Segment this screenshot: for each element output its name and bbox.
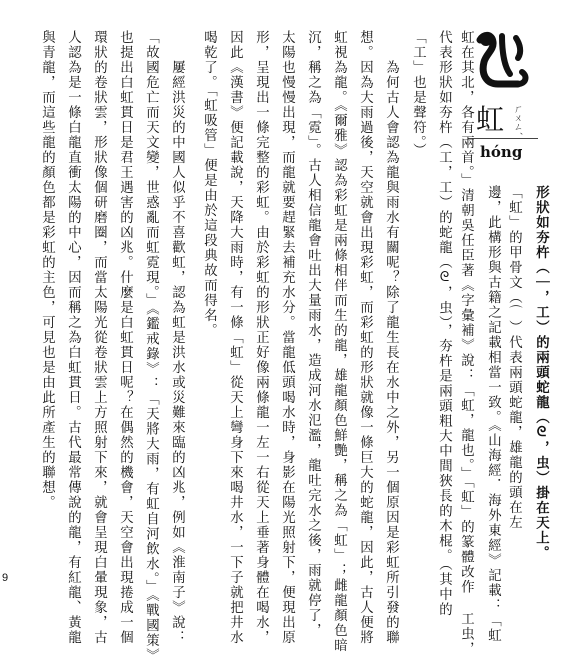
zhuyin-reading: ㄏㄨㄥˊ xyxy=(512,104,522,136)
pinyin-reading: hóng xyxy=(480,143,523,161)
text-column: 想。因為大雨過後，天空就會出現彩虹，而彩虹的形狀就像一條巨大的蛇龍，因此，古人便將 xyxy=(357,30,373,645)
text-column: 屢經洪災的中國人似乎不喜歡虹，認為虹是洪水或災難來臨的凶兆，例如《淮南子》說： xyxy=(169,30,185,645)
text-column: 「工」也是聲符。） xyxy=(410,30,426,159)
text-column: 人認為是一條白龍直衝太陽的中心，因而稱之為白虹貫日。古代最常傳說的龍，有紅龍、黃龍 xyxy=(65,30,81,645)
text-column: 虹在其北，各有兩首。」清朝吳任臣著《字彙補》說：「虹，龍也。」「虹」的篆體改作 工虫， xyxy=(458,30,474,657)
text-column: 喝乾了。「虹吸管」便是由於這段典故而得名。 xyxy=(201,30,217,339)
text-column: 虹視為龍。《爾雅》認為彩虹是兩條相伴而生的龍，雄龍顏色鮮艷，稱之為「虹」；雌龍顏色暗 xyxy=(331,30,347,654)
text-column: 形，呈現出一條完整的彩虹。由於彩虹的形狀正好像兩條龍一左一右從天上垂著身體在喝水， xyxy=(253,30,269,645)
text-column: 「虹」的甲骨文（⌒）代表兩頭蛇龍，雄龍的頭在左 xyxy=(506,185,522,530)
headword-character: 虹 xyxy=(476,103,505,136)
text-column: 邊，此構形與古籍之記載相當一致。《山海經．海外東經》記載：「虹 xyxy=(485,185,501,644)
text-column: 與青龍，而這些龍的顏色都是彩虹的主色，可見也是由此所產生的聯想。 xyxy=(39,30,55,510)
text-column: 因此《漢書》便記載說，天降大雨時，有一條「虹」從天上彎身下來喝井水，一下子就把井水 xyxy=(227,30,243,645)
text-column: 代表形狀如夯杵（工，工）的蛇龍（ᘓ，虫），夯杵是兩頭粗大中間狹長的木棍。（其中的 xyxy=(436,30,452,618)
text-column: 沉，稱之為「霓」。古人相信龍會吐出大量雨水，造成河水氾濫，龍吐完水之後，雨就停了， xyxy=(305,30,321,639)
oracle-bone-rainbow-glyph-icon xyxy=(472,30,532,94)
text-column: 形狀如夯杵（｜，工）的兩頭蛇龍（ᘓ，虫）掛在天上。 xyxy=(533,185,550,561)
text-column: 「故國危亡而天文變，世惑亂而虹霓現。」《鑑戒錄》：「天將大雨，有虹自河飲水。」《戰國策》 xyxy=(143,30,159,663)
text-column: 為何古人會認為龍與雨水有關呢？除了龍生長在水中之外，另一個原因是彩虹所引發的聯 xyxy=(383,30,399,645)
header-divider xyxy=(468,138,538,139)
page-number: 9 xyxy=(2,572,9,584)
text-column: 太陽也慢慢出現，而龍就要趕緊去補充水分。當龍低頭喝水時，身影在陽光照射下，便現出原 xyxy=(279,30,295,645)
text-column: 也提出白虹貫日是君王遇害的凶兆。什麼是白虹貫日呢？在偶然的機會，天空會出現捲成一個 xyxy=(117,30,133,645)
text-column: 環狀的卷狀雲，形狀像個研磨圈，而當太陽光從卷狀雲上方照射下來，就會呈現白暈現象，古 xyxy=(91,30,107,645)
